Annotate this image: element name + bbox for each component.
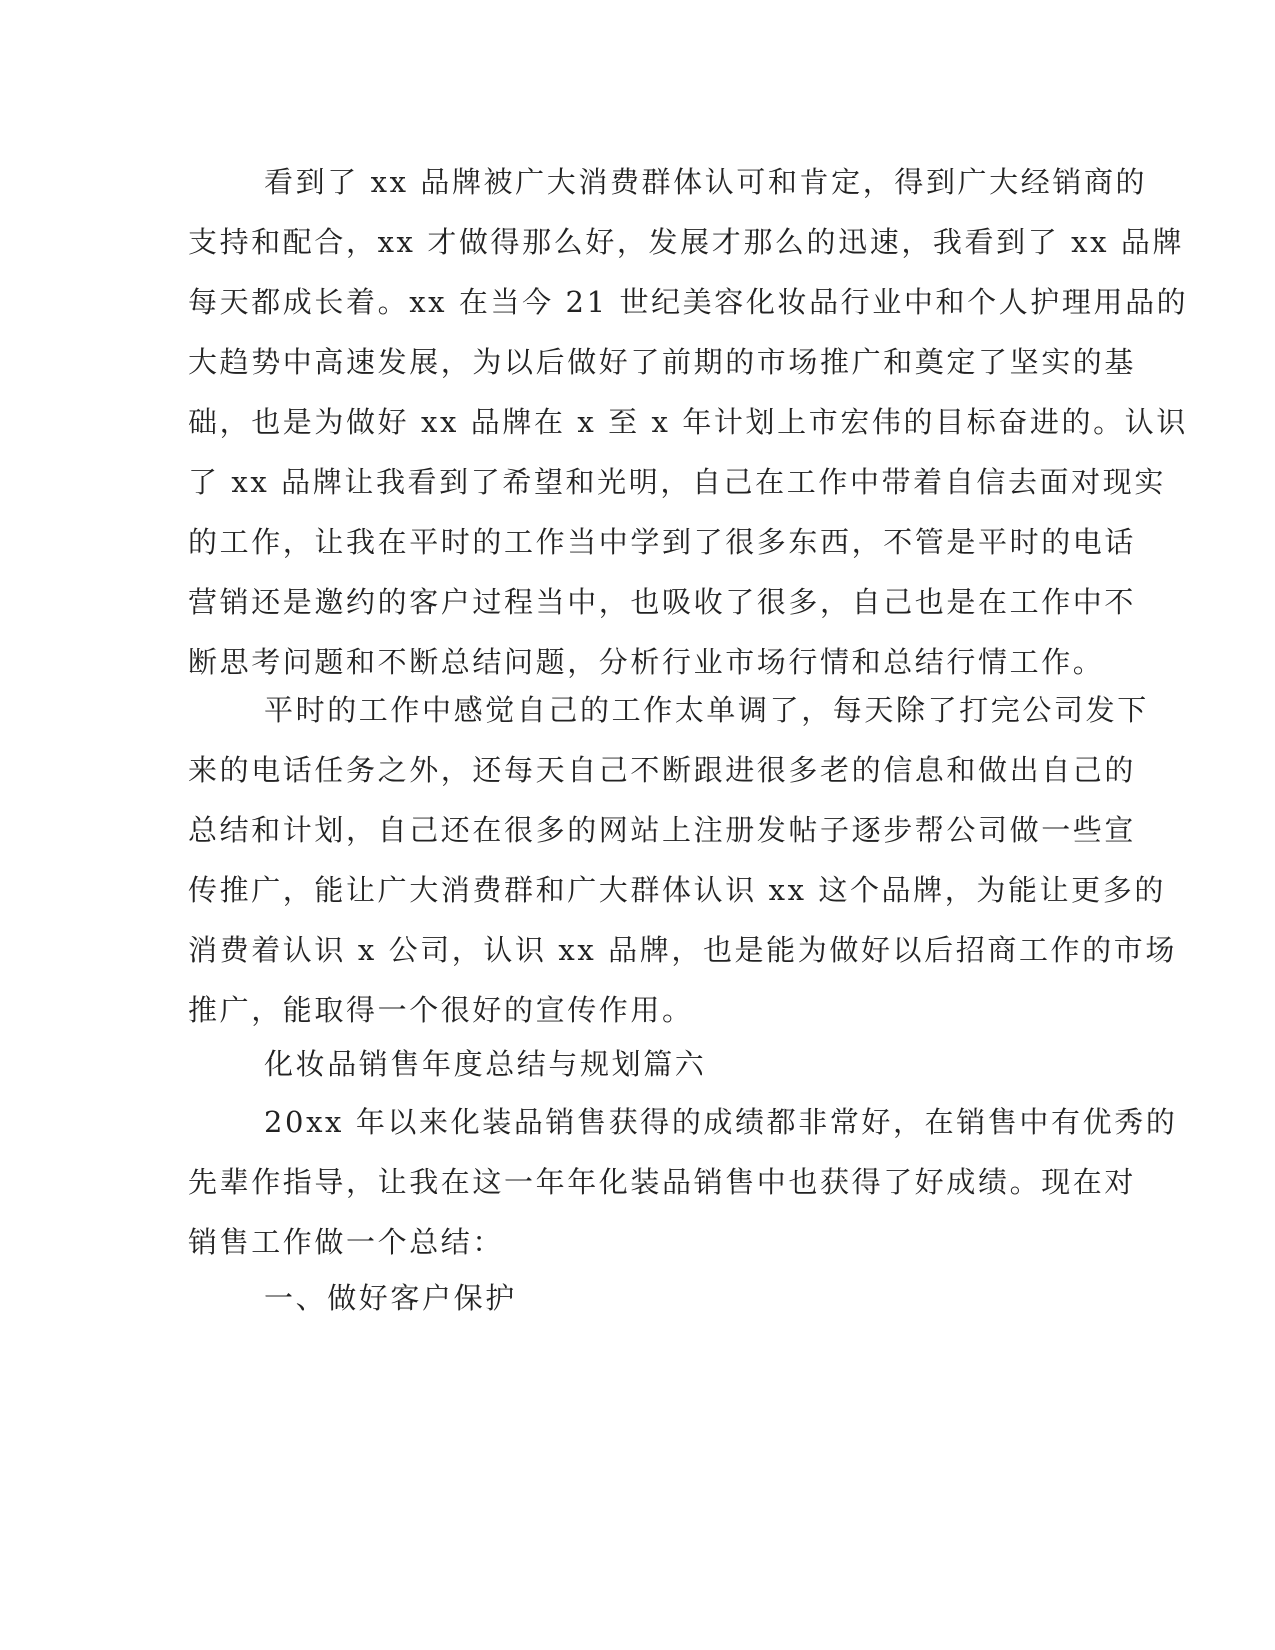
paragraph-line: 20xx 年以来化装品销售获得的成绩都非常好，在销售中有优秀的 bbox=[264, 1105, 1178, 1139]
paragraph-line: 先辈作指导，让我在这一年年化装品销售中也获得了好成绩。现在对 bbox=[188, 1165, 1137, 1199]
paragraph-line: 总结和计划，自己还在很多的网站上注册发帖子逐步帮公司做一些宣 bbox=[188, 813, 1137, 847]
paragraph-line: 营销还是邀约的客户过程当中，也吸收了很多，自己也是在工作中不 bbox=[188, 585, 1137, 619]
paragraph-daily-work bbox=[188, 680, 1177, 1040]
subheading-block bbox=[188, 1268, 1088, 1328]
paragraph-line: 断思考问题和不断总结问题，分析行业市场行情和总结行情工作。 bbox=[188, 645, 1105, 679]
paragraph-line: 看到了 xx 品牌被广大消费群体认可和肯定，得到广大经销商的 bbox=[264, 165, 1148, 199]
paragraph-line: 消费着认识 x 公司，认识 xx 品牌，也是能为做好以后招商工作的市场 bbox=[188, 933, 1177, 967]
paragraph-sales-summary bbox=[188, 1092, 1178, 1272]
section-title: 化妆品销售年度总结与规划篇六 bbox=[264, 1047, 707, 1081]
paragraph-brand-recognition bbox=[188, 152, 1189, 692]
paragraph-line: 销售工作做一个总结： bbox=[188, 1225, 505, 1259]
paragraph-line: 础，也是为做好 xx 品牌在 x 至 x 年计划上市宏伟的目标奋进的。认识 bbox=[188, 405, 1188, 439]
paragraph-line: 了 xx 品牌让我看到了希望和光明，自己在工作中带着自信去面对现实 bbox=[188, 465, 1166, 499]
paragraph-line: 推广，能取得一个很好的宣传作用。 bbox=[188, 993, 694, 1027]
paragraph-line: 支持和配合，xx 才做得那么好，发展才那么的迅速，我看到了 xx 品牌 bbox=[188, 225, 1185, 259]
paragraph-line: 传推广，能让广大消费群和广大群体认识 xx 这个品牌，为能让更多的 bbox=[188, 873, 1166, 907]
paragraph-line: 来的电话任务之外，还每天自己不断跟进很多老的信息和做出自己的 bbox=[188, 753, 1137, 787]
paragraph-line: 的工作，让我在平时的工作当中学到了很多东西，不管是平时的电话 bbox=[188, 525, 1137, 559]
section-title-block bbox=[188, 1034, 1088, 1094]
paragraph-line: 平时的工作中感觉自己的工作太单调了，每天除了打完公司发下 bbox=[264, 693, 1149, 727]
paragraph-line: 每天都成长着。xx 在当今 21 世纪美容化妆品行业中和个人护理用品的 bbox=[188, 285, 1189, 319]
paragraph-line: 大趋势中高速发展，为以后做好了前期的市场推广和奠定了坚实的基 bbox=[188, 345, 1137, 379]
subheading: 一、做好客户保护 bbox=[264, 1281, 517, 1315]
